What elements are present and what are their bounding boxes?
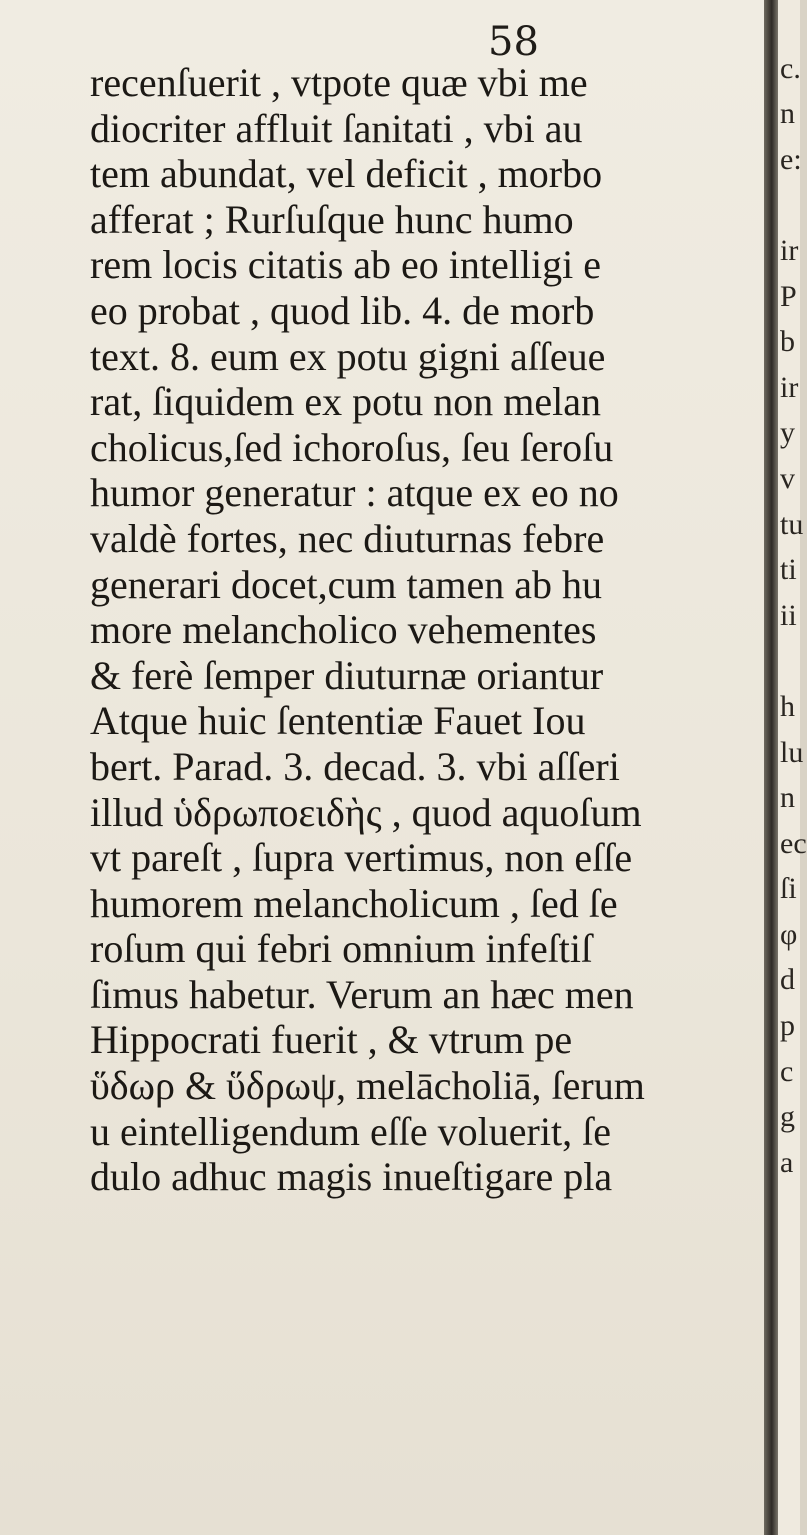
text-line: text. 8. eum ex potu gigni aſſeue [90, 333, 606, 379]
text-line: rem locis citatis ab eo intelligi e [90, 242, 601, 288]
facing-page-fragment: ec [780, 826, 807, 860]
facing-page-fragment: b [780, 325, 795, 359]
facing-page-fragment: a [780, 1145, 794, 1179]
facing-page-fragment: ir [780, 233, 799, 267]
facing-page-fragment: c. [780, 51, 801, 85]
facing-page-fragment: c [780, 1054, 794, 1088]
facing-page-fragment: n [780, 97, 795, 131]
facing-page-fragment: tu [780, 507, 804, 541]
body-text [90, 60, 770, 1200]
text-line: ſimus habetur. Verum an hæc men [90, 971, 634, 1017]
facing-page-fragment [778, 0, 800, 46]
facing-page-fragment: ſi [780, 872, 797, 906]
facing-page-fragment: e: [780, 142, 802, 176]
text-line: roſum qui febri omnium infeſtiſ [90, 926, 593, 972]
text-line: valdè fortes, nec diuturnas febre [90, 515, 605, 561]
facing-page-fragment: y [780, 416, 795, 450]
facing-page-edge [778, 0, 807, 1535]
facing-page-fragment: φ [780, 917, 798, 951]
text-line: eo probat , quod lib. 4. de morb [90, 287, 595, 333]
text-line: ὕδωρ & ὕδρωψ, melācholiā, ſerum [90, 1063, 645, 1109]
facing-page-fragment [778, 638, 800, 684]
text-line: cholicus,ſed ichoroſus, ſeu ſeroſu [90, 424, 614, 470]
text-line: dulo adhuc magis inueſtigare pla [90, 1154, 613, 1200]
facing-page-fragment: lu [780, 735, 804, 769]
facing-page-fragment: ii [780, 598, 797, 632]
facing-page-fragment: h [780, 689, 795, 723]
text-line: tem abundat, vel deficit , morbo [90, 151, 603, 197]
facing-page-fragment: P [780, 279, 797, 313]
facing-page-fragment: v [780, 461, 795, 495]
text-line: Hippocrati fuerit , & vtrum pe [90, 1017, 573, 1063]
facing-page-fragment: p [780, 1009, 795, 1043]
text-line: humorem melancholicum , ſed ſe [90, 880, 618, 926]
text-line: generari docet,cum tamen ab hu [90, 561, 602, 607]
text-line: & ferè ſemper diuturnæ oriantur [90, 652, 604, 698]
text-line: rat, ſiquidem ex potu non melan [90, 379, 601, 425]
text-line: recenſuerit , vtpote quæ vbi me [90, 60, 588, 105]
facing-page-fragment: ti [780, 553, 797, 587]
text-line: afferat ; Rurſuſque hunc humo [90, 196, 574, 242]
text-line: diocriter affluit ſanitati , vbi au [90, 105, 583, 151]
text-line: illud ὑδρωποειδὴς , quod aquoſum [90, 789, 642, 835]
text-line: bert. Parad. 3. decad. 3. vbi aſſeri [90, 743, 620, 789]
text-line: more melancholico vehementes [90, 607, 597, 653]
text-line: vt pareſt , ſupra vertimus, non eſſe [90, 835, 633, 881]
facing-page-fragment [778, 182, 800, 228]
facing-page-fragment: d [780, 963, 795, 997]
book-gutter [764, 0, 778, 1535]
page-number: 58 [488, 19, 539, 65]
text-line: humor generatur : atque ex eo no [90, 470, 619, 516]
facing-page-fragment: ir [780, 370, 799, 404]
text-line: u eintelligendum eſſe voluerit, ſe [90, 1108, 611, 1154]
text-line: Atque huic ſententiæ Fauet Iou [90, 698, 586, 744]
facing-page-fragment: g [780, 1100, 795, 1134]
facing-page-fragment: n [780, 781, 795, 815]
